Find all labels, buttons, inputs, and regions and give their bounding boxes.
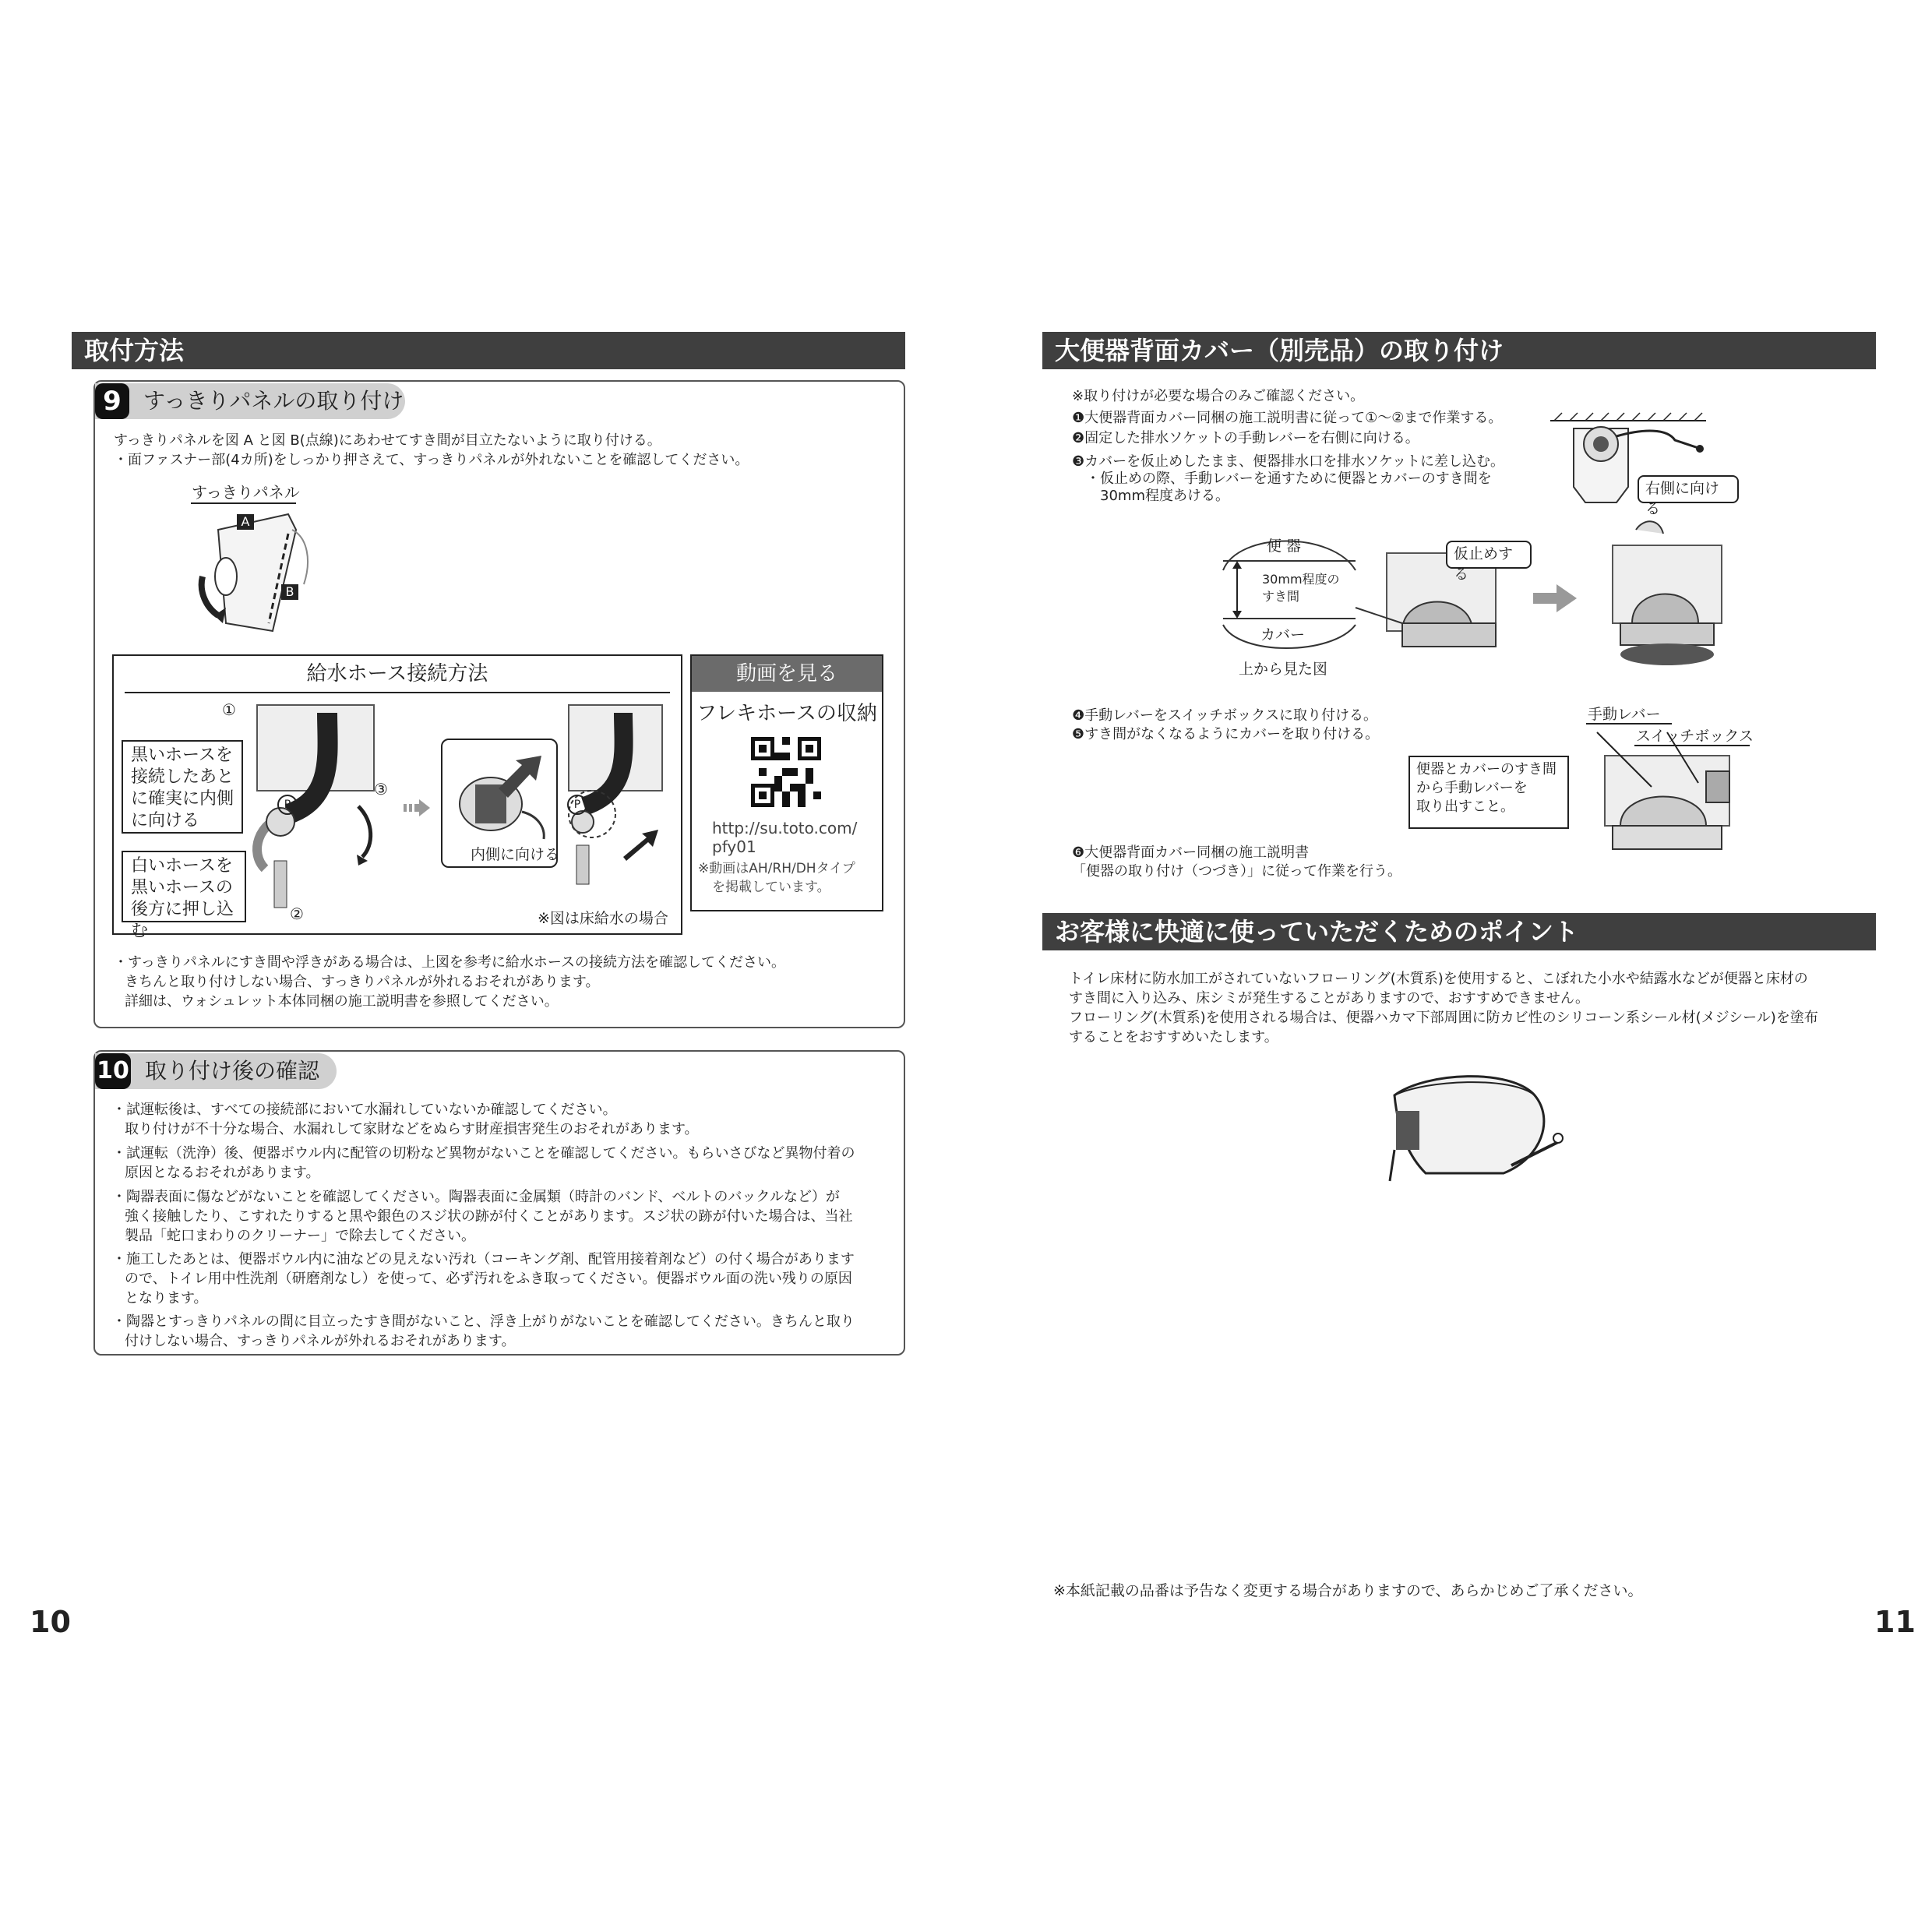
video-note-2: を掲載しています。 <box>712 880 830 895</box>
points-line-2: すき間に入り込み、床シミが発生することがありますので、おすすめできません。 <box>1069 990 1589 1007</box>
callout-black-hose: 黒いホースを 接続したあと に確実に内側 に向ける <box>122 740 243 834</box>
step9-line-1: すっきりパネルを図 A と図 B(点線)にあわせてすき間が目立たないように取り付ける。 <box>114 432 661 449</box>
label-cover: カバー <box>1260 626 1306 643</box>
label-lever: 手動レバー <box>1588 706 1661 723</box>
video-url-2[interactable]: pfy01 <box>712 837 756 856</box>
cover-line2-1: ❹手動レバーをスイッチボックスに取り付ける。 <box>1072 707 1377 724</box>
page-number-left: 10 <box>30 1605 71 1639</box>
section-title-left: 取付方法 <box>72 332 905 369</box>
step10-item-5-line-1: ・陶器とすっきりパネルの間に目立ったすき間がないこと、浮き上がりがないことを確認してください。きちんと取り <box>112 1313 855 1330</box>
step9-line-2: ・面ファスナー部(4カ所)をしっかり押さえて、すっきりパネルが外れないことを確認してください。 <box>114 452 749 468</box>
step9-after-note-1: ・すっきりパネルにすき間や浮きがある場合は、上図を参考に給水ホースの接続方法を確認してください。 <box>114 954 786 971</box>
step10-item-2-line-1: ・試運転（洗浄）後、便器ボウル内に配管の切粉など異物がないことを確認してください。もらいさびなど異物付着の <box>112 1145 855 1162</box>
label-switch: スイッチボックス <box>1636 728 1754 745</box>
step10-number: 10 <box>95 1053 131 1089</box>
step10-item-3-line-3: 製品「蛇口まわりのクリーナー」で除去してください。 <box>125 1228 475 1244</box>
label-right-side: 右側に向ける <box>1638 475 1739 503</box>
step10-title: 取り付け後の確認 <box>145 1058 320 1084</box>
step10-header <box>95 1053 337 1089</box>
hose-illustration-left <box>234 705 413 915</box>
step10-item-3-line-2: 強く接触したり、こすれたりすると黒や銀色のスジ状の跡が付くことがあります。スジ状の跡が付いた場合は、当社 <box>125 1208 853 1225</box>
p-marker-2: P <box>567 795 587 815</box>
points-line-1: トイレ床材に防水加工がされていないフローリング(木質系)を使用すると、こぼれた小水や結露水などが便器と床材の <box>1069 971 1808 987</box>
marker-b: B <box>281 584 298 600</box>
cover-line-1: ※取り付けが必要な場合のみご確認ください。 <box>1072 388 1365 404</box>
label-karidome: 仮止めする <box>1446 541 1532 569</box>
step10-item-5-line-2: 付けしない場合、すっきりパネルが外れるおそれがあります。 <box>125 1333 516 1349</box>
cover-installed-illustration <box>1589 514 1745 670</box>
label-benki: 便 器 <box>1267 538 1302 555</box>
points-line-4: することをおすすめいたします。 <box>1069 1029 1278 1045</box>
label-gap-1: 30mm程度の <box>1262 572 1340 587</box>
step10-item-1-line-1: ・試運転後は、すべての接続部において水漏れしていないか確認してください。 <box>112 1102 617 1118</box>
step9-after-note-2: きちんと取り付けしない場合、すっきりパネルが外れるおそれがあります。 <box>125 974 600 990</box>
step9-header <box>95 383 405 419</box>
step9-after-note-3: 詳細は、ウォシュレット本体同梱の施工説明書を参照してください。 <box>125 993 559 1010</box>
step10-item-4-line-1: ・施工したあとは、便器ボウル内に油などの見えない汚れ（コーキング剤、配管用接着剤など）の付く場合があります <box>112 1251 855 1267</box>
panel-figure-label: すっきりパネル <box>192 483 300 502</box>
num-1: ① <box>222 700 236 719</box>
label-top-view: 上から見た図 <box>1239 661 1328 678</box>
label-gap-2: すき間 <box>1262 589 1300 604</box>
callout-white-hose: 白いホースを 黒いホースの 後方に押し込む <box>122 851 246 922</box>
step9-title: すっきりパネルの取り付け <box>143 388 404 414</box>
toilet-illustration <box>1379 1064 1566 1189</box>
inner-detail-illustration <box>444 742 555 843</box>
cover-line3-2: 「便器の取り付け（つづき）」に従って作業を行う。 <box>1072 863 1401 880</box>
step10-item-4-line-3: となります。 <box>125 1290 208 1306</box>
step10-item-3-line-1: ・陶器表面に傷などがないことを確認してください。陶器表面に金属類（時計のバンド、ベルトのバックルなど）が <box>112 1189 840 1205</box>
num-3: ③ <box>374 780 388 799</box>
video-note-1: ※動画はAH/RH/DHタイプ <box>698 861 855 876</box>
cover-line-3: ❷固定した排水ソケットの手動レバーを右側に向ける。 <box>1072 430 1419 446</box>
hose-box-title-rule <box>125 692 670 693</box>
video-header: 動画を見る <box>692 656 882 692</box>
hose-box-title: 給水ホース接続方法 <box>306 662 488 686</box>
num-2: ② <box>290 904 304 923</box>
qr-code-icon[interactable] <box>751 737 821 807</box>
points-line-3: フローリング(木質系)を使用される場合は、便器ハカマ下部周囲に防カビ性のシリコーン系シール材(メジシール)を塗布 <box>1069 1010 1818 1026</box>
page-number-right: 11 <box>1874 1605 1916 1639</box>
step10-item-1-line-2: 取り付けが不十分な場合、水漏れして家財などをぬらす財産損害発生のおそれがあります。 <box>125 1121 699 1137</box>
cover-line2-2: ❺すき間がなくなるようにカバーを取り付ける。 <box>1072 726 1380 742</box>
cover-line-2: ❶大便器背面カバー同梱の施工説明書に従って①～②まで作業する。 <box>1072 410 1503 426</box>
cover-line-6: 30mm程度あける。 <box>1072 488 1229 504</box>
step9-number: 9 <box>95 383 129 419</box>
section-title-cover: 大便器背面カバー（別売品）の取り付け <box>1042 332 1876 369</box>
cover-line-5: ・仮止めの際、手動レバーを通すために便器とカバーのすき間を <box>1072 471 1492 487</box>
callout-lever: 便器とカバーのすき間 から手動レバーを 取り出すこと。 <box>1408 756 1569 829</box>
marker-a: A <box>237 514 254 530</box>
arrow-right-icon <box>404 798 432 818</box>
video-url-1[interactable]: http://su.toto.com/ <box>712 819 858 837</box>
video-title: フレキホースの収納 <box>696 702 877 725</box>
lever-switch-illustration <box>1574 748 1745 857</box>
inner-label: 内側に向ける <box>471 846 560 863</box>
footnote: ※本紙記載の品番は予告なく変更する場合がありますので、あらかじめご了承ください。 <box>1053 1582 1643 1599</box>
label-lever-rule <box>1586 723 1672 724</box>
step10-item-2-line-2: 原因となるおそれがあります。 <box>125 1165 320 1181</box>
p-marker-1: P <box>277 795 298 815</box>
cover-line-4: ❸カバーを仮止めしたまま、便器排水口を排水ソケットに差し込む。 <box>1072 453 1505 470</box>
label-switch-rule <box>1634 745 1750 746</box>
hose-box-note: ※図は床給水の場合 <box>538 910 668 927</box>
step10-item-4-line-2: ので、トイレ用中性洗剤（研磨剤なし）を使って、必ず汚れをふき取ってください。便器ボウル面の洗い残りの原因 <box>125 1271 852 1287</box>
arrow-right-big-icon <box>1533 584 1577 612</box>
section-title-points: お客様に快適に使っていただくためのポイント <box>1042 913 1876 950</box>
cover-line3-1: ❻大便器背面カバー同梱の施工説明書 <box>1072 844 1310 861</box>
